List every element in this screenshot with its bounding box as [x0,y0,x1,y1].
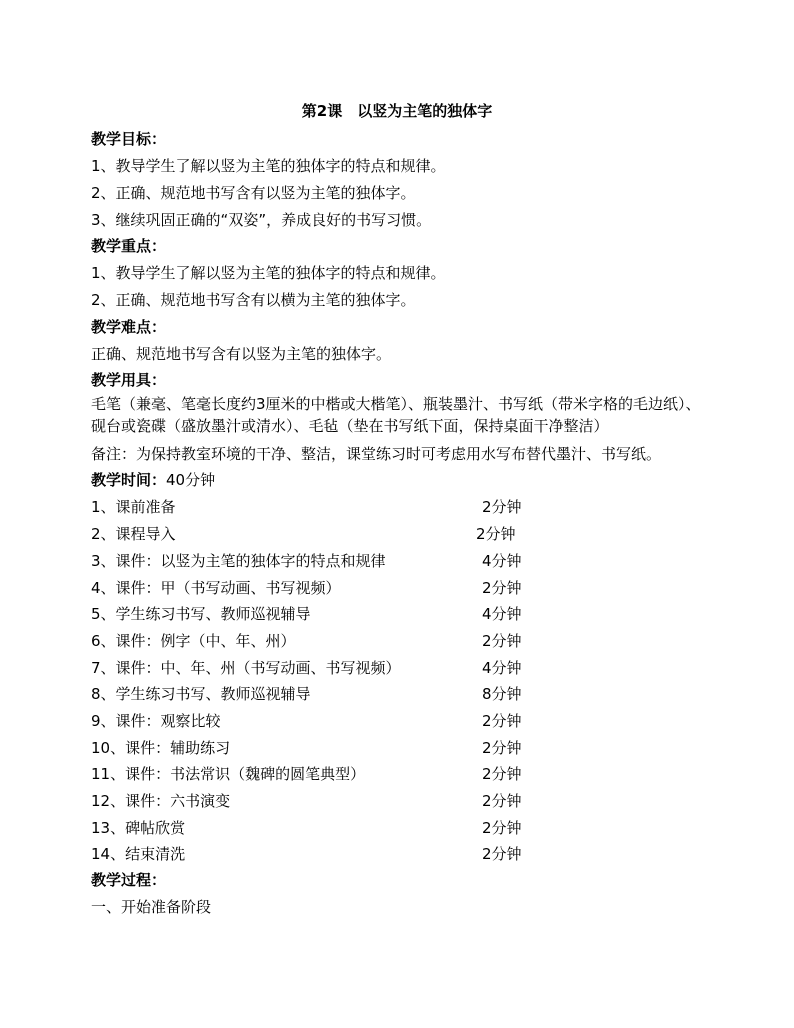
schedule-step-duration: 2分钟 [482,792,522,810]
schedule-step-label: 1、课前准备 [91,498,176,516]
schedule-step-duration: 2分钟 [476,525,516,543]
time-heading: 教学时间： [91,471,167,489]
schedule-step-label: 6、课件：例字（中、年、州） [91,632,296,650]
difficulties-text: 正确、规范地书写含有以竖为主笔的独体字。 [91,345,392,363]
schedule-step-label: 13、碑帖欣赏 [91,819,186,837]
schedule-step-label: 4、课件：甲（书写动画、书写视频） [91,579,341,597]
schedule-step-duration: 2分钟 [482,765,522,783]
schedule-step-duration: 8分钟 [482,685,522,703]
schedule-step-duration: 2分钟 [482,579,522,597]
schedule-step-label: 3、课件：以竖为主笔的独体字的特点和规律 [91,552,386,570]
schedule-step-duration: 2分钟 [482,632,522,650]
schedule-step-duration: 4分钟 [482,552,522,570]
schedule-step-duration: 2分钟 [482,739,522,757]
schedule-step-duration: 4分钟 [482,605,522,623]
page-title: 第2课 以竖为主笔的独体字 [301,102,493,120]
time-total: 40分钟 [166,471,216,489]
objective-item: 1、教导学生了解以竖为主笔的独体字的特点和规律。 [91,157,446,175]
schedule-step-duration: 2分钟 [482,845,522,863]
objective-item: 2、正确、规范地书写含有以竖为主笔的独体字。 [91,184,416,202]
schedule-step-label: 11、课件：书法常识（魏碑的圆笔典型） [91,765,366,783]
schedule-step-label: 10、课件：辅助练习 [91,739,231,757]
schedule-step-label: 8、学生练习书写、教师巡视辅导 [91,685,311,703]
process-heading: 教学过程： [91,871,167,889]
process-stage: 一、开始准备阶段 [91,898,212,916]
schedule-step-label: 5、学生练习书写、教师巡视辅导 [91,605,311,623]
objective-item: 3、继续巩固正确的“双姿”，养成良好的书写习惯。 [91,211,432,229]
key-point-item: 1、教导学生了解以竖为主笔的独体字的特点和规律。 [91,264,446,282]
schedule-step-duration: 2分钟 [482,498,522,516]
time-row [91,469,215,490]
objectives-heading: 教学目标： [91,130,167,148]
schedule-step-duration: 2分钟 [482,712,522,730]
schedule-step-duration: 4分钟 [482,659,522,677]
schedule-step-label: 14、结束清洗 [91,845,186,863]
tools-heading: 教学用具： [91,371,167,389]
tools-text: 毛笔（兼毫、笔毫长度约3厘米的中楷或大楷笔）、瓶装墨汁、书写纸（带米字格的毛边纸）、砚台或瓷碟（盛放墨汁或清水）、毛毡（垫在书写纸下面，保持桌面干净整洁） [91,395,701,435]
key-points-heading: 教学重点： [91,237,167,255]
tools-note: 备注：为保持教室环境的干净、整洁，课堂练习时可考虑用水写布替代墨汁、书写纸。 [91,445,662,463]
schedule-step-label: 7、课件：中、年、州（书写动画、书写视频） [91,659,401,677]
schedule-step-label: 9、课件：观察比较 [91,712,221,730]
schedule-step-label: 2、课程导入 [91,525,176,543]
difficulties-heading: 教学难点： [91,318,167,336]
schedule-step-duration: 2分钟 [482,819,522,837]
schedule-step-label: 12、课件：六书演变 [91,792,231,810]
key-point-item: 2、正确、规范地书写含有以横为主笔的独体字。 [91,291,416,309]
